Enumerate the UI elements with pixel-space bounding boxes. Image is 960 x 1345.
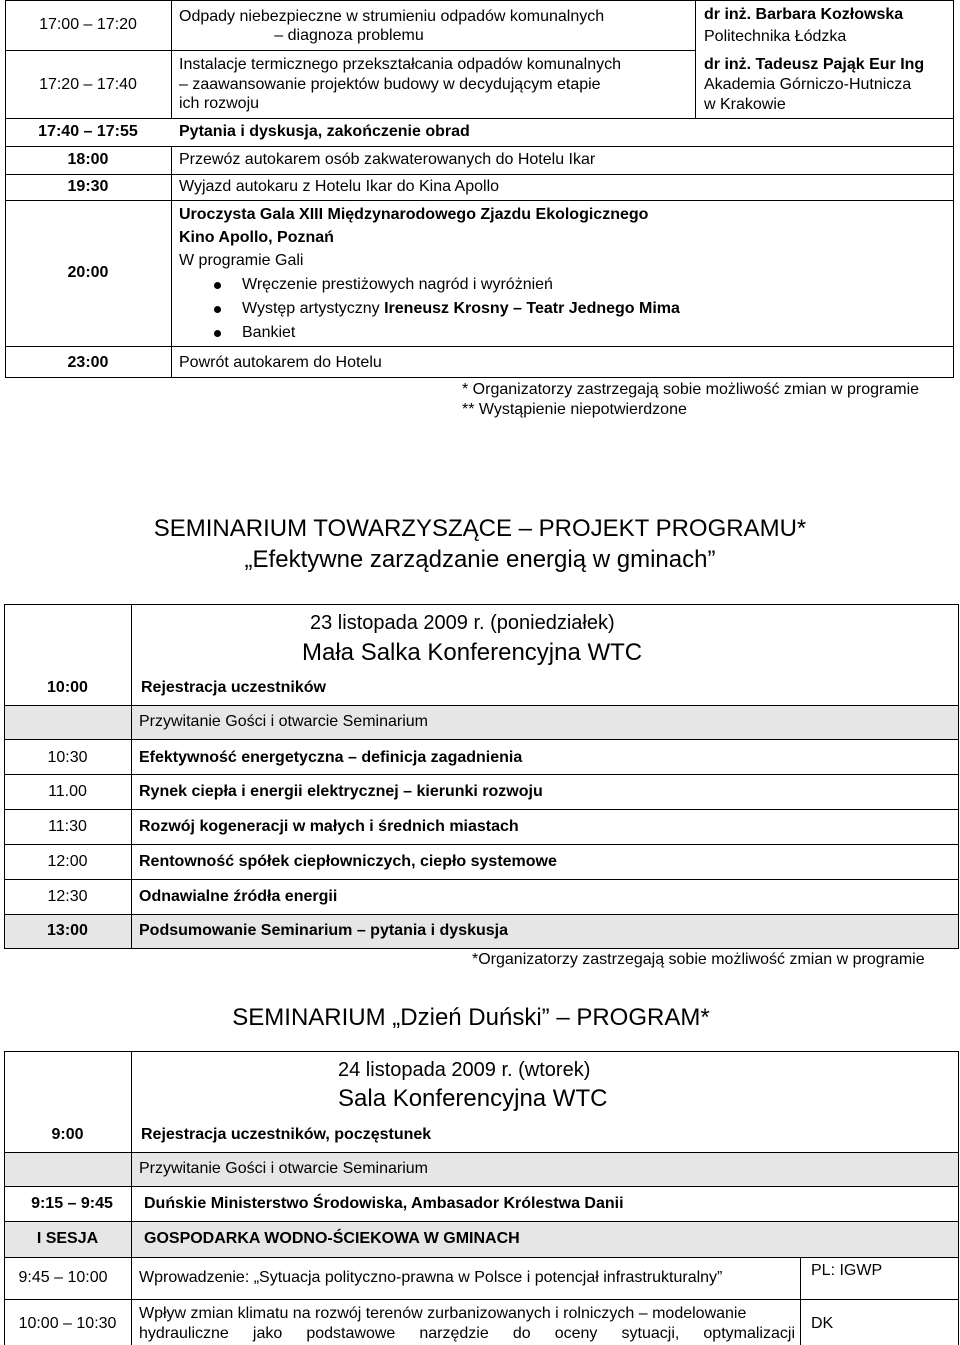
session-label: I SESJA [36, 1230, 99, 1247]
gala-item-performer: Ireneusz Krosny – Teatr Jednego Mima [384, 300, 680, 317]
row-time: 10:30 [47, 749, 88, 766]
row-time: 23:00 [67, 354, 109, 371]
speaker-affiliation: Politechnika Łódzka [704, 28, 847, 45]
gala-program-label: W programie Gali [179, 252, 304, 269]
speaker-name: dr inż. Barbara Kozłowska [704, 6, 904, 23]
welcome-text: Przywitanie Gości i otwarcie Seminarium [139, 1160, 428, 1177]
gala-item: Wręczenie prestiżowych nagród i wyróżnień [242, 276, 553, 293]
row-time: 19:30 [67, 178, 109, 195]
gala-item [242, 299, 680, 319]
row-time: 10:00 [47, 679, 88, 696]
gala-item-prefix: Występ artystyczny [242, 300, 385, 317]
row-text: Pytania i dyskusja, zakończenie obrad [179, 123, 470, 140]
speaker-code: PL: IGWP [811, 1262, 883, 1279]
row-time: 17:20 – 17:40 [39, 76, 137, 93]
program-change-note: *Organizatorzy zastrzegają sobie możliwość zmian w programie [472, 951, 925, 968]
row-text: Wpływ zmian klimatu na rozwój terenów zurbanizowanych i rolniczych – modelowanie [139, 1305, 747, 1322]
row-text: Wyjazd autokaru z Hotelu Ikar do Kina Apollo [179, 178, 500, 195]
welcome-text: Przywitanie Gości i otwarcie Seminarium [139, 713, 428, 730]
bullet-icon [214, 282, 221, 289]
seminar2-title: SEMINARIUM „Dzień Duński” – PROGRAM* [232, 1004, 710, 1031]
seminar1-subtitle: „Efektywne zarządzanie energią w gminach” [244, 546, 716, 573]
talk-title-line: – diagnoza problemu [274, 27, 424, 44]
row-time: 20:00 [67, 264, 109, 281]
row-text: Przewóz autokarem osób zakwaterowanych do Hotelu Ikar [179, 151, 596, 168]
row-time: 10:00 – 10:30 [18, 1315, 117, 1332]
row-time: 13:00 [47, 922, 88, 939]
speaker-code: DK [811, 1315, 834, 1332]
unconfirmed-note: ** Wystąpienie niepotwierdzone [462, 401, 687, 418]
talk-title-line: Odpady niebezpieczne w strumieniu odpadów komunalnych [179, 8, 605, 25]
seminar2-room: Sala Konferencyjna WTC [338, 1085, 608, 1112]
row-text: hydrauliczne jako podstawowe narzędzie do oceny sytuacji, optymalizacji [139, 1325, 795, 1342]
row-text: Efektywność energetyczna – definicja zagadnienia [139, 749, 523, 766]
row-time: 11:30 [48, 818, 87, 835]
gala-venue: Kino Apollo, Poznań [179, 229, 334, 246]
speaker-affiliation: Akademia Górniczo-Hutnicza [704, 76, 912, 93]
row-time: 17:40 – 17:55 [38, 123, 138, 140]
registration-text: Rejestracja uczestników [141, 679, 326, 696]
gala-item: Bankiet [242, 324, 296, 341]
seminar2-date: 24 listopada 2009 r. (wtorek) [338, 1059, 591, 1081]
row-time: 9:45 – 10:00 [18, 1269, 108, 1286]
speaker-affiliation: w Krakowie [704, 96, 786, 113]
row-time: 18:00 [67, 151, 109, 168]
seminar1-room: Mała Salka Konferencyjna WTC [302, 639, 643, 666]
row-time: 11.00 [48, 783, 87, 800]
row-time: 9:15 – 9:45 [31, 1195, 113, 1212]
talk-title-line: ich rozwoju [179, 95, 260, 112]
talk-title-line: – zaawansowanie projektów budowy w decydującym etapie [179, 76, 601, 93]
row-text: Rozwój kogeneracji w małych i średnich miastach [139, 818, 519, 835]
bullet-icon [214, 330, 221, 337]
row-text: Rentowność spółek ciepłowniczych, ciepło systemowe [139, 853, 557, 870]
row-time: 17:00 – 17:20 [39, 16, 137, 33]
bullet-icon [214, 306, 221, 313]
row-time: 12:00 [47, 853, 88, 870]
row-text: Duńskie Ministerstwo Środowiska, Ambasador Królestwa Danii [144, 1195, 624, 1212]
registration-text: Rejestracja uczestników, poczęstunek [141, 1126, 432, 1143]
seminar1-title: SEMINARIUM TOWARZYSZĄCE – PROJEKT PROGRAMU* [153, 515, 807, 542]
session-title: GOSPODARKA WODNO-ŚCIEKOWA W GMINACH [144, 1230, 520, 1247]
row-text: Wprowadzenie: „Sytuacja polityczno-prawna w Polsce i potencjał infrastrukturalny” [139, 1269, 723, 1286]
row-text: Odnawialne źródła energii [139, 888, 338, 905]
row-text: Powrót autokarem do Hotelu [179, 354, 382, 371]
gala-title: Uroczysta Gala XIII Międzynarodowego Zjazdu Ekologicznego [179, 206, 649, 223]
program-change-note: * Organizatorzy zastrzegają sobie możliwość zmian w programie [462, 381, 920, 398]
speaker-name: dr inż. Tadeusz Pająk Eur Ing [704, 56, 925, 73]
talk-title-line: Instalacje termicznego przekształcania odpadów komunalnych [179, 56, 622, 73]
row-time: 9:00 [51, 1126, 84, 1143]
row-text: Rynek ciepła i energii elektrycznej – kierunki rozwoju [139, 783, 543, 800]
seminar1-date: 23 listopada 2009 r. (poniedziałek) [310, 612, 615, 634]
row-time: 12:30 [47, 888, 88, 905]
summary-text: Podsumowanie Seminarium – pytania i dyskusja [139, 922, 509, 939]
